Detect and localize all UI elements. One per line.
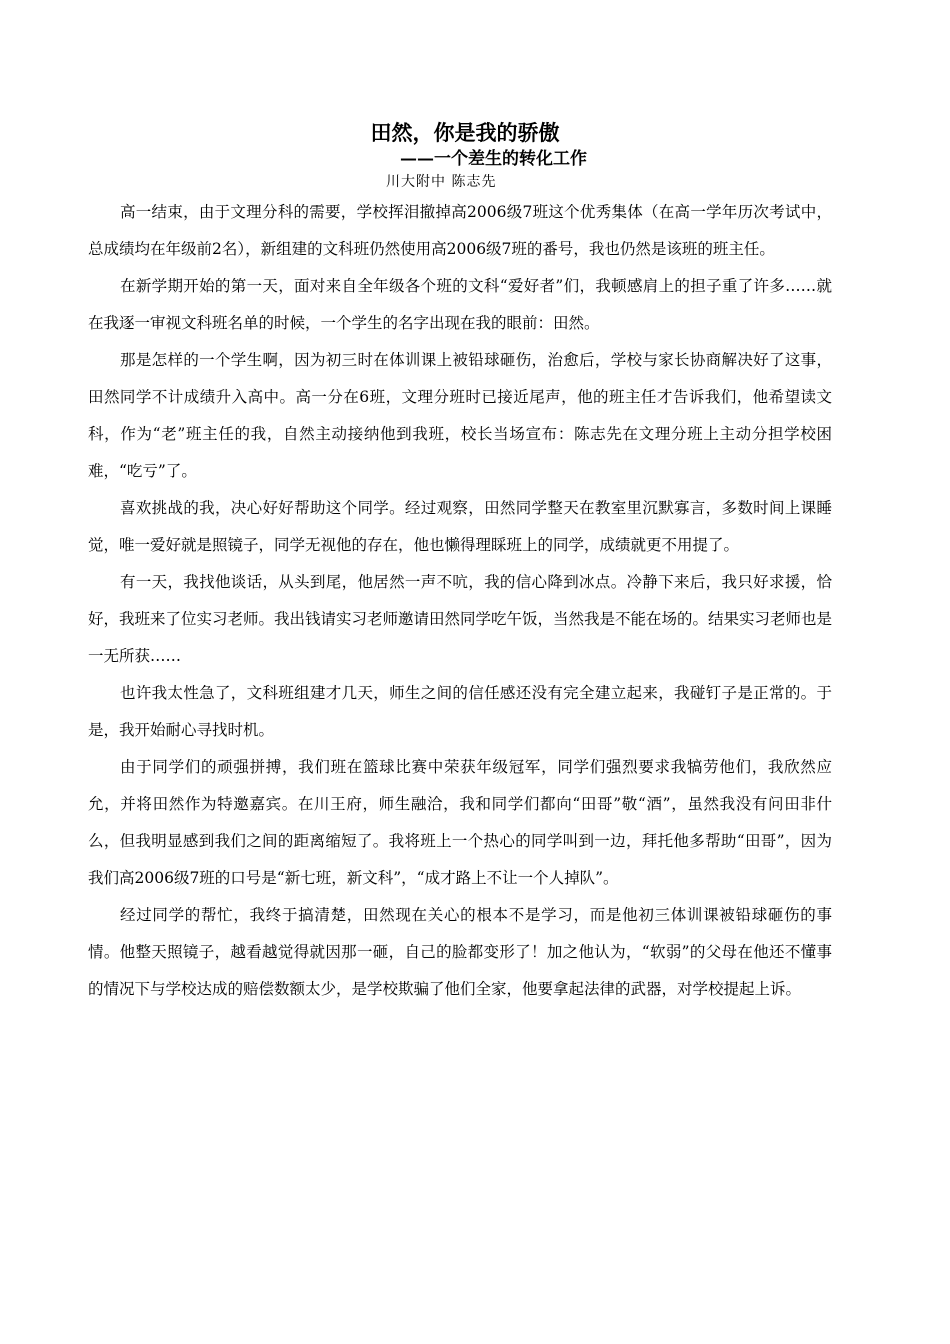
paragraph: 也许我太性急了，文科班组建才几天，师生之间的信任感还没有完全建立起来，我碰钉子是正常的。于是，我开始耐心寻找时机。 bbox=[88, 684, 832, 739]
paragraph: 在新学期开始的第一天，面对来自全年级各个班的文科“爱好者”们，我顿感肩上的担子重了许多……就在我逐一审视文科班名单的时候，一个学生的名字出现在我的眼前：田然。 bbox=[88, 277, 832, 332]
paragraph: 由于同学们的顽强拼搏，我们班在篮球比赛中荣获年级冠军，同学们强烈要求我犒劳他们，我欣然应允，并将田然作为特邀嘉宾。在川王府，师生融洽，我和同学们都向“田哥”敬“酒”，虽然我没有问田非什么，但我明显感到我们之间的距离缩短了。我将班上一个热心的同学叫到一边，拜托他多帮助“田哥”，因为我们高2006级7班的口号是“新七班，新文科”，“成才路上不让一个人掉队”。 bbox=[88, 758, 832, 887]
paragraph: 那是怎样的一个学生啊，因为初三时在体训课上被铅球砸伤，治愈后，学校与家长协商解决好了这事，田然同学不计成绩升入高中。高一分在6班，文理分班时已接近尾声，他的班主任才告诉我们，他希望读文科，作为“老”班主任的我，自然主动接纳他到我班，校长当场宣布：陈志先在文理分班上主动分担学校困难，“吃亏”了。 bbox=[88, 351, 832, 480]
document-page bbox=[88, 118, 832, 1008]
paragraph: 喜欢挑战的我，决心好好帮助这个同学。经过观察，田然同学整天在教室里沉默寡言，多数时间上课睡觉，唯一爱好就是照镜子，同学无视他的存在，他也懒得理睬班上的同学，成绩就更不用提了。 bbox=[88, 499, 832, 554]
document-subtitle: ——一个差生的转化工作 bbox=[400, 149, 587, 169]
document-title: 田然，你是我的骄傲 bbox=[370, 120, 560, 145]
paragraph: 有一天，我找他谈话，从头到尾，他居然一声不吭，我的信心降到冰点。冷静下来后，我只好求援，恰好，我班来了位实习老师。我出钱请实习老师邀请田然同学吃午饭，当然我是不能在场的。结果实习老师也是一无所获…… bbox=[88, 573, 833, 665]
document-author: 川大附中 陈志先 bbox=[386, 174, 497, 190]
paragraph: 经过同学的帮忙，我终于搞清楚，田然现在关心的根本不是学习，而是他初三体训课被铅球砸伤的事情。他整天照镜子，越看越觉得就因那一砸，自己的脸都变形了！加之他认为，“软弱”的父母在他还不懂事的情况下与学校达成的赔偿数额太少，是学校欺骗了他们全家，他要拿起法律的武器，对学校提起上诉。 bbox=[88, 906, 832, 998]
paragraph: 高一结束，由于文理分科的需要，学校挥泪撤掉高2006级7班这个优秀集体（在高一学年历次考试中，总成绩均在年级前2名），新组建的文科班仍然使用高2006级7班的番号，我也仍然是该班的班主任。 bbox=[88, 203, 832, 258]
